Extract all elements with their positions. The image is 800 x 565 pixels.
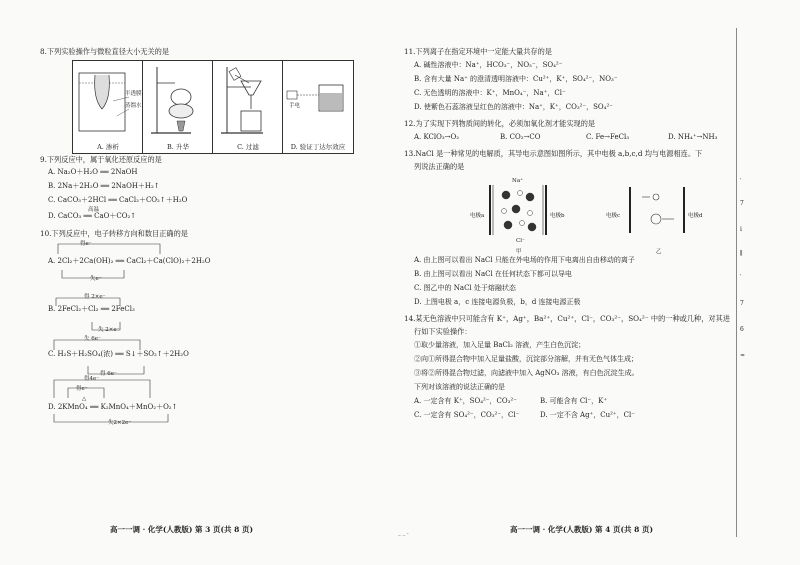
q13-option-a: A. 由上图可以看出 NaCl 只能在外电场的作用下电离出自由移动的离子 xyxy=(414,256,635,264)
q12-stem: 12.为了实现下列物质间的转化，必须加氧化剂才能实现的是 xyxy=(404,119,596,128)
q9-option-b: B. 2Na＋2H₂O ══ 2NaOH＋H₂↑ xyxy=(48,182,160,190)
q14-stem-line1: 14.某无色溶液中只可能含有 K⁺，Ag⁺，Ba²⁺，Cu²⁺，Cl⁻，CO₃²⁻，SO₄²⁻ 中的一种或几种，对其进 xyxy=(404,314,730,323)
q10-stem: 10.下列反应中，电子转移方向和数目正确的是 xyxy=(40,229,188,238)
q14-option-b: B. 可能含有 Cl⁻，K⁺ xyxy=(540,397,608,405)
q13-stem-line1: 13.NaCl 是一种常见的电解质，其导电示意图如图所示，其中电极 a,b,c,d 均与电源相连。下 xyxy=(404,149,703,158)
edge-mark-4: ∥ xyxy=(740,250,743,257)
q11-option-b: B. 含有大量 Na⁺ 的澄清透明溶液中：Cu²⁺，K⁺，SO₄²⁻，NO₃⁻ xyxy=(414,75,618,83)
q10-d-cond: △ xyxy=(82,396,87,402)
q8-panel-d xyxy=(282,60,354,154)
q9-option-c: C. CaCO₃＋2HCl ══ CaCl₂＋CO₂↑＋H₂O xyxy=(48,196,188,204)
q14-ask: 下列对该溶液的说法正确的是 xyxy=(414,383,505,391)
edge-mark-8: ≈ xyxy=(740,352,746,359)
q9-stem: 9.下列反应中，属于氧化还原反应的是 xyxy=(40,155,162,164)
fig-caption-jia: 甲 xyxy=(516,249,522,255)
q12-option-b: B. CO₂→CO xyxy=(500,133,541,141)
q12-option-d: D. NH₄⁺→NH₃ xyxy=(668,133,718,141)
q8-panel-b xyxy=(142,60,214,154)
q13-stem-line2: 列说法正确的是 xyxy=(414,162,465,171)
fig-label-cl: Cl⁻ xyxy=(516,238,525,244)
q14-step-1: ①取少量溶液，加入足量 BaCl₂ 溶液，产生白色沉淀； xyxy=(414,341,586,349)
q14-stem-line2: 行如下实验操作： xyxy=(414,327,472,336)
edge-mark-1: ′ xyxy=(740,178,742,185)
q8-panel-c xyxy=(212,60,284,154)
fig-label-eb: 电极b xyxy=(550,213,565,219)
fig-label-ed: 电极d xyxy=(688,213,703,219)
q10-c-top: 失 6e⁻ xyxy=(84,336,101,342)
q8-stem: 8.下列实验操作与微粒直径大小无关的是 xyxy=(40,47,170,56)
binding-line xyxy=(736,28,737,537)
q9-option-d: D. CaCO₃ ══ CaO＋CO₂↑ xyxy=(48,212,137,220)
q10-c-bottom: 得 6e⁻ xyxy=(100,371,117,377)
fig-label-na: Na⁺ xyxy=(512,178,523,184)
q13-option-b: B. 由上图可以看出 NaCl 在任何状态下都可以导电 xyxy=(414,270,572,278)
q10-d-bottom: 失2×2e⁻ xyxy=(108,420,132,426)
left-footer: 高一一调 · 化学(人教版) 第 3 页(共 8 页) xyxy=(110,525,254,534)
caption-c: C. 过滤 xyxy=(237,143,259,151)
q10-a-top: 得e⁻ xyxy=(80,241,92,247)
edge-mark-6: 7 xyxy=(740,300,744,307)
q14-option-c: C. 一定含有 SO₄²⁻，CO₃²⁻，Cl⁻ xyxy=(414,411,520,419)
caption-b: B. 升华 xyxy=(167,143,189,151)
q12-option-c: C. Fe→FeCl₃ xyxy=(586,133,630,141)
fig-caption-yi: 乙 xyxy=(656,249,662,255)
label-water: 蒸馏水 xyxy=(125,103,142,109)
q10-d-top1: 得4e⁻ xyxy=(84,376,100,382)
q13-option-c: C. 图乙中的 NaCl 处于熔融状态 xyxy=(414,284,516,292)
q11-stem: 11.下列离子在指定环境中一定能大量共存的是 xyxy=(404,47,552,56)
label-membrane: 半透膜 xyxy=(125,91,142,97)
edge-mark-7: 6 xyxy=(740,326,744,333)
q14-step-3: ③将②所得混合物过滤，向滤液中加入 AgNO₃ 溶液，有白色沉淀生成。 xyxy=(414,369,639,377)
q10-a-bottom: 失e⁻ xyxy=(90,276,102,282)
q11-option-a: A. 碱性溶液中：Na⁺，HCO₃⁻，NO₃⁻，SO₄²⁻ xyxy=(414,61,563,69)
q10-option-b: B. 2FeCl₂＋Cl₂ ══ 2FeCl₃ xyxy=(48,305,135,313)
q14-step-2: ②向①所得混合物中加入足量盐酸，沉淀部分溶解，并有无色气体生成； xyxy=(414,355,638,363)
q10-b-top: 得 2×e⁻ xyxy=(84,294,106,300)
label-flashlight: 手电 xyxy=(289,103,301,109)
edge-mark-5: ′ xyxy=(740,274,742,281)
right-footer: 高一一调 · 化学(人教版) 第 4 页(共 8 页) xyxy=(510,525,654,534)
q11-option-d: D. 使紫色石蕊溶液呈红色的溶液中：Na⁺，K⁺，CO₃²⁻，SO₄²⁻ xyxy=(414,103,613,111)
filtration-apparatus-icon xyxy=(213,61,283,141)
q10-d-top2: 得e⁻ xyxy=(76,386,88,392)
q10-option-a: A. 2Cl₂＋2Ca(OH)₂ ══ CaCl₂＋Ca(ClO)₂＋2H₂O xyxy=(48,257,211,265)
q9-option-a: A. Na₂O＋H₂O ══ 2NaOH xyxy=(48,168,138,176)
q14-option-d: D. 一定不含 Ag⁺，Cu²⁺，Cl⁻ xyxy=(540,411,635,419)
caption-a: A. 渗析 xyxy=(97,143,119,151)
caption-d: D. 验证丁达尔效应 xyxy=(290,143,346,151)
q14-option-a: A. 一定含有 K⁺，SO₄²⁻，CO₃²⁻ xyxy=(414,397,517,405)
q10-option-d: D. 2KMnO₄ ══ K₂MnO₄＋MnO₂＋O₂↑ xyxy=(48,403,178,411)
fig-label-ea: 电极a xyxy=(470,213,485,219)
q9-d-condition: 高温 xyxy=(88,207,100,213)
center-note: _ _ . xyxy=(398,530,409,536)
q10-option-c: C. H₂S＋H₂SO₄(浓) ══ S↓＋SO₂↑＋2H₂O xyxy=(48,350,189,358)
edge-mark-3: i xyxy=(740,226,742,233)
edge-mark-2: 7 xyxy=(740,200,744,207)
right-page xyxy=(400,0,800,565)
fig-label-ec: 电极c xyxy=(606,213,621,219)
q12-option-a: A. KClO₃→O₂ xyxy=(414,133,460,141)
sublimation-apparatus-icon xyxy=(143,61,213,141)
electron-transfer-arrows xyxy=(40,238,260,428)
q10-b-bottom: 失 2×e⁻ xyxy=(98,327,120,333)
q11-option-c: C. 无色透明的溶液中：K⁺，MnO₄⁻，Na⁺，Cl⁻ xyxy=(414,89,566,97)
q13-option-d: D. 上图电极 a，c 连接电源负极，b，d 连接电源正极 xyxy=(414,298,581,306)
q8-panel-a xyxy=(72,60,144,154)
